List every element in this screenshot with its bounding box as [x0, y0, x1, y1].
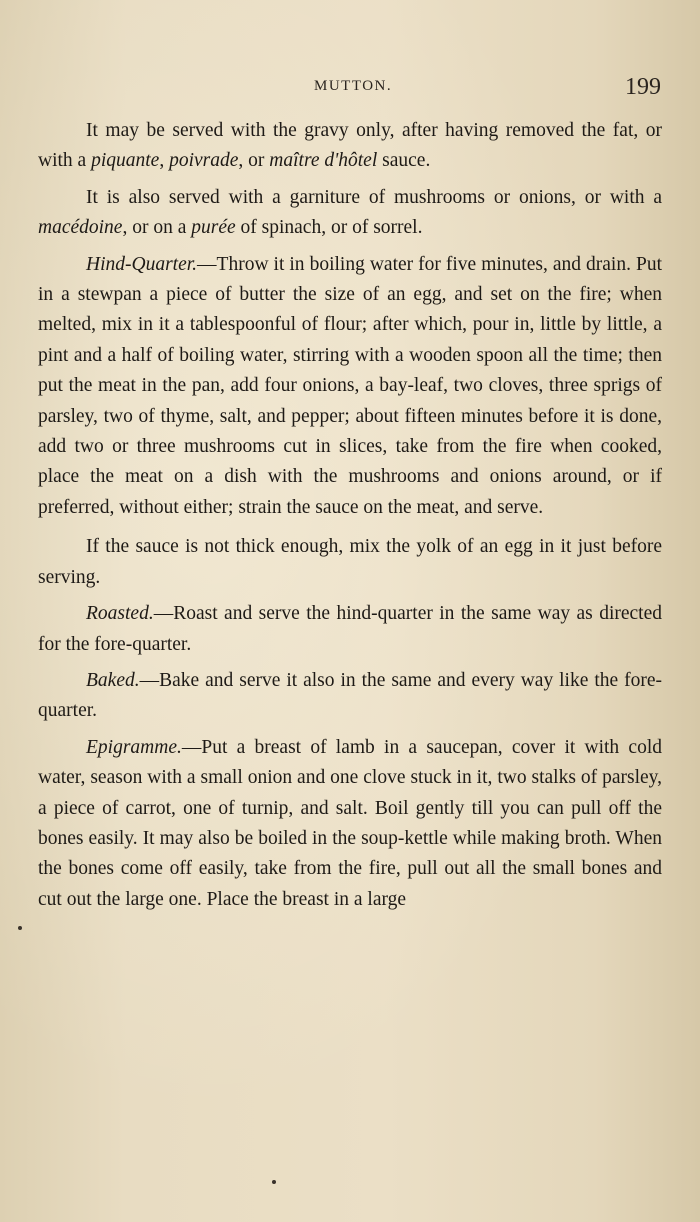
running-head: MUTTON. [314, 78, 393, 94]
paragraph-garniture [38, 183, 662, 244]
italic-term: piquante [91, 150, 160, 172]
paragraph-epigramme [38, 733, 662, 915]
paragraph-text: , or on a [122, 217, 192, 239]
italic-term: poivrade [169, 150, 239, 172]
paragraph-text: of spinach, or of sorrel. [235, 217, 423, 239]
italic-term: purée [191, 217, 236, 239]
paragraph-text: —Bake and serve it also in the same and every way like the fore-quarter. [38, 669, 662, 722]
paragraph-text: , [159, 150, 170, 172]
paragraph-text: —Roast and serve the hind-quarter in the same way as directed for the fore-quarter. [38, 603, 662, 655]
paragraph-text: , or [238, 150, 270, 172]
section-lead: Epigramme. [86, 736, 182, 758]
paragraph-text: —Throw it in boiling water for five minutes, and drain. Put in a stewpan a piece of butter the size of an egg, and set on the fire; when melted, mix in it a tablespoonful of flour; after which, pour in, little by little, a pint and a half of boiling water, stirring with a wooden spoon all the time; then put the meat in the pan, add four onions, a bay-leaf, two cloves, three sprigs of parsley, two of thyme, salt, and pepper; about fifteen minutes before it is done, add two or three mushrooms cut in slices, take from the fire when cooked, place the meat on a dish with the mushrooms and onions around, or if preferred, without either; strain the sauce on the meat, and serve. [38, 253, 662, 518]
paragraph-text: sauce. [377, 150, 431, 172]
paragraph-roasted [38, 599, 662, 660]
paragraph-thick-sauce [38, 532, 662, 593]
paragraph-serving-gravy [38, 116, 662, 177]
paragraph-text: It is also served with a garniture of mushrooms or onions, or with a [86, 186, 662, 208]
italic-term: macédoine [38, 217, 123, 239]
ink-speck [18, 926, 22, 930]
page-body [38, 116, 662, 921]
paragraph-text: It may be served with the gravy only, after having removed the fat, or with a [38, 120, 662, 172]
section-lead: Hind-Quarter. [86, 253, 198, 275]
section-lead: Baked. [86, 669, 140, 691]
italic-term: maître d'hôtel [269, 150, 378, 172]
paragraph-text: —Put a breast of lamb in a saucepan, cover it with cold water, season with a small onion and one clove stuck in it, two stalks of parsley, a piece of carrot, one of turnip, and salt. Boil gently till you can pull off the bones easily. It may also be boiled in the soup-kettle while making broth. When the bones come off easily, take from the fire, pull out all the small bones and cut out the large one. Place the breast in a large [38, 736, 662, 910]
page-header [0, 76, 700, 110]
paragraph-baked [38, 666, 662, 727]
page-number: 199 [625, 74, 661, 100]
ink-speck [272, 1180, 276, 1184]
paragraph-text: If the sauce is not thick enough, mix the yolk of an egg in it just before serving. [38, 536, 662, 588]
paragraph-hind-quarter [38, 250, 662, 524]
section-lead: Roasted. [86, 603, 154, 625]
